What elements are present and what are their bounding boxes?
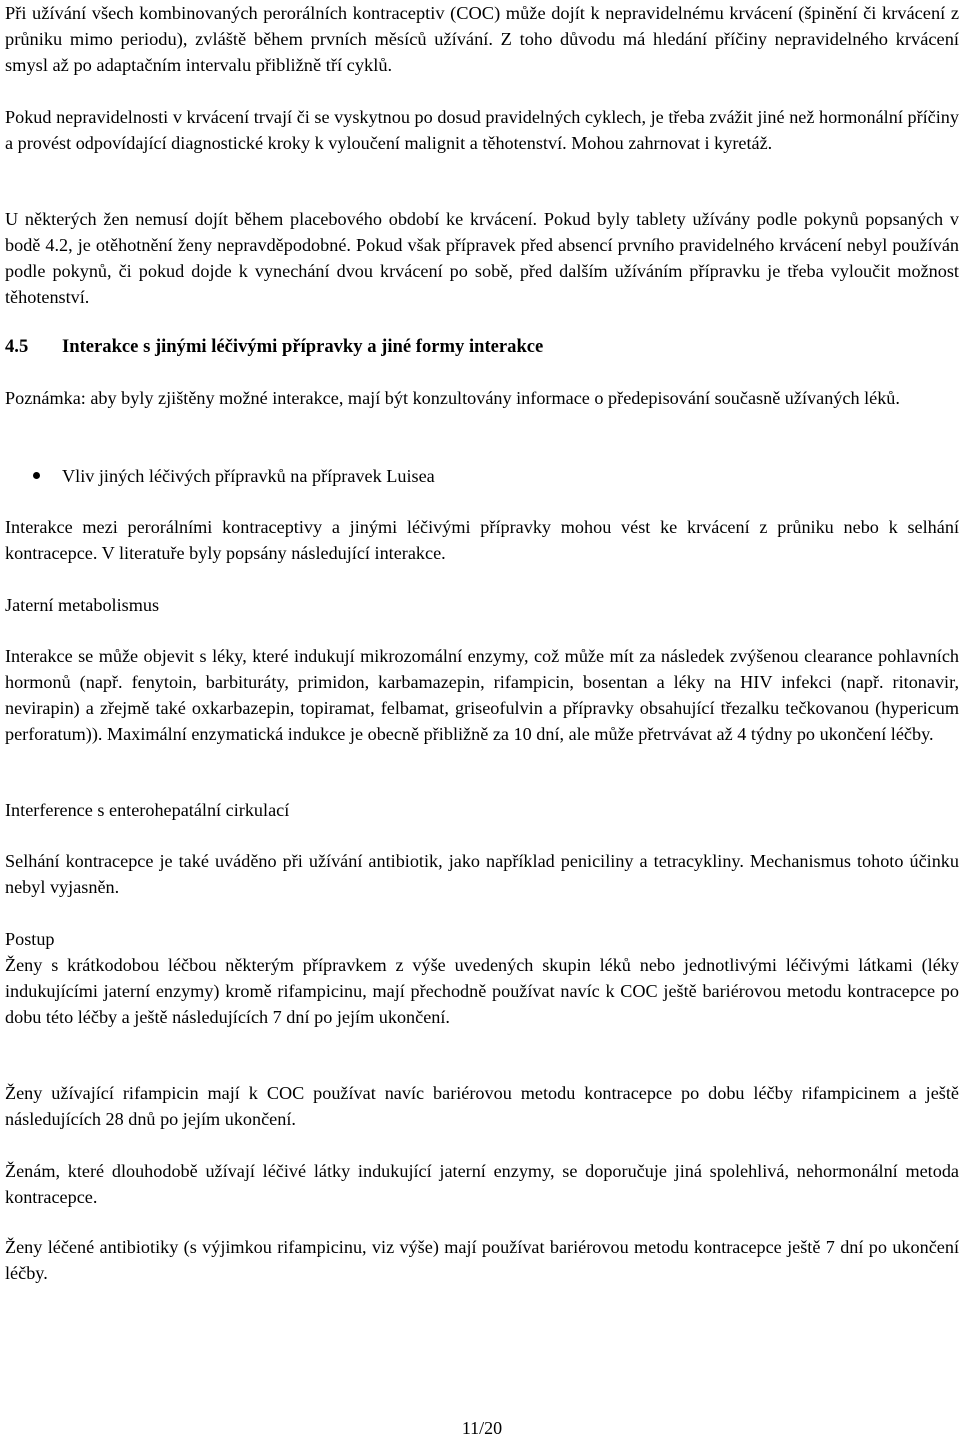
paragraph-long-term: Ženám, které dlouhodobě užívají léčivé látky indukující jaterní enzymy, se doporučuje jiná spolehlivá, nehormonální metoda kontracepce. [5,1161,959,1207]
paragraph-postup: Ženy s krátkodobou léčbou některým přípravkem z výše uvedených skupin léků nebo jednotlivými léčivými látkami (léky indukujícími jaterní enzymy) kromě rifampicinu, mají přechodně používat navíc k COC ještě bariérovou metodu kontracepce po dobu této léčby a ještě následujících 7 dní po jejím ukončení. [5,955,959,1027]
document-page [5,0,959,1440]
paragraph-enterohepatic: Selhání kontracepce je také uváděno při užívání antibiotik, jako například peniciliny a tetracykliny. Mechanismus tohoto účinku nebyl vyjasněn. [5,851,959,897]
subheading-liver-metabolism: Jaterní metabolismus [5,595,160,615]
paragraph-note: Poznámka: aby byly zjištěny možné interakce, mají být konzultovány informace o předepisování současně užívaných léků. [5,388,900,408]
subheading-postup: Postup [5,929,55,949]
bullet-item [5,463,959,489]
section-heading [5,334,959,360]
paragraph-placebo-period: U některých žen nemusí dojít během placebového období ke krvácení. Pokud byly tablety užívány podle pokynů popsaných v bodě 4.2, je otěhotnění ženy nepravděpodobné. Pokud však přípravek před absencí prvního pravidelného krvácení nebyl používán podle pokynů, či pokud dojde k vynechání dvou krvácení po sobě, před dalším užíváním přípravku je třeba vyloučit možnost těhotenství. [5,209,959,307]
paragraph-irregular-bleeding: Při užívání všech kombinovaných perorálních kontraceptiv (COC) může dojít k nepravidelnému krvácení (špinění či krvácení z průniku mimo periodu), zvláště během prvních měsíců užívání. Z toho důvodu má hledání příčiny nepravidelného krvácení smysl až po adaptačním intervalu přibližně tří cyklů. [5,3,959,75]
page-number: 11/20 [461,1418,503,1438]
subheading-enterohepatic: Interference s enterohepatální cirkulací [5,800,290,820]
bullet-text: Vliv jiných léčivých přípravků na přípravek Luisea [62,466,435,486]
bullet-icon [33,472,40,479]
paragraph-liver-metabolism: Interakce se může objevit s léky, které indukují mikrozomální enzymy, což může mít za následek zvýšenou clearance pohlavních hormonů (např. fenytoin, barbituráty, primidon, karbamazepin, rifampicin, bosentan a léky na HIV infekci (např. ritonavir, nevirapin) a zřejmě také oxkarbazepin, topiramat, felbamat, griseofulvin a přípravky obsahující třezalku tečkovanou (hypericum perforatum)). Maximální enzymatická indukce je obecně přibližně za 10 dní, ale může přetrvávat až 4 týdny po ukončení léčby. [5,646,959,744]
paragraph-persistent-irregularities: Pokud nepravidelnosti v krvácení trvají či se vyskytnou po dosud pravidelných cyklech, je třeba zvážit jiné než hormonální příčiny a provést odpovídající diagnostické kroky k vyloučení malignit a těhotenství. Mohou zahrnovat i kyretáž. [5,107,959,153]
paragraph-antibiotics: Ženy léčené antibiotiky (s výjimkou rifampicinu, viz výše) mají používat bariérovou metodu kontracepce ještě 7 dní po ukončení léčby. [5,1237,959,1283]
paragraph-rifampicin: Ženy užívající rifampicin mají k COC používat navíc bariérovou metodu kontracepce po dobu léčby rifampicinem a ještě následujících 28 dnů po jejím ukončení. [5,1083,959,1129]
section-title: Interakce s jinými léčivými přípravky a jiné formy interakce [62,336,544,357]
section-number: 4.5 [5,336,29,357]
paragraph-interactions-intro: Interakce mezi perorálními kontraceptivy a jinými léčivými přípravky mohou vést ke krvácení z průniku nebo k selhání kontracepce. V literatuře byly popsány následující interakce. [5,517,959,563]
